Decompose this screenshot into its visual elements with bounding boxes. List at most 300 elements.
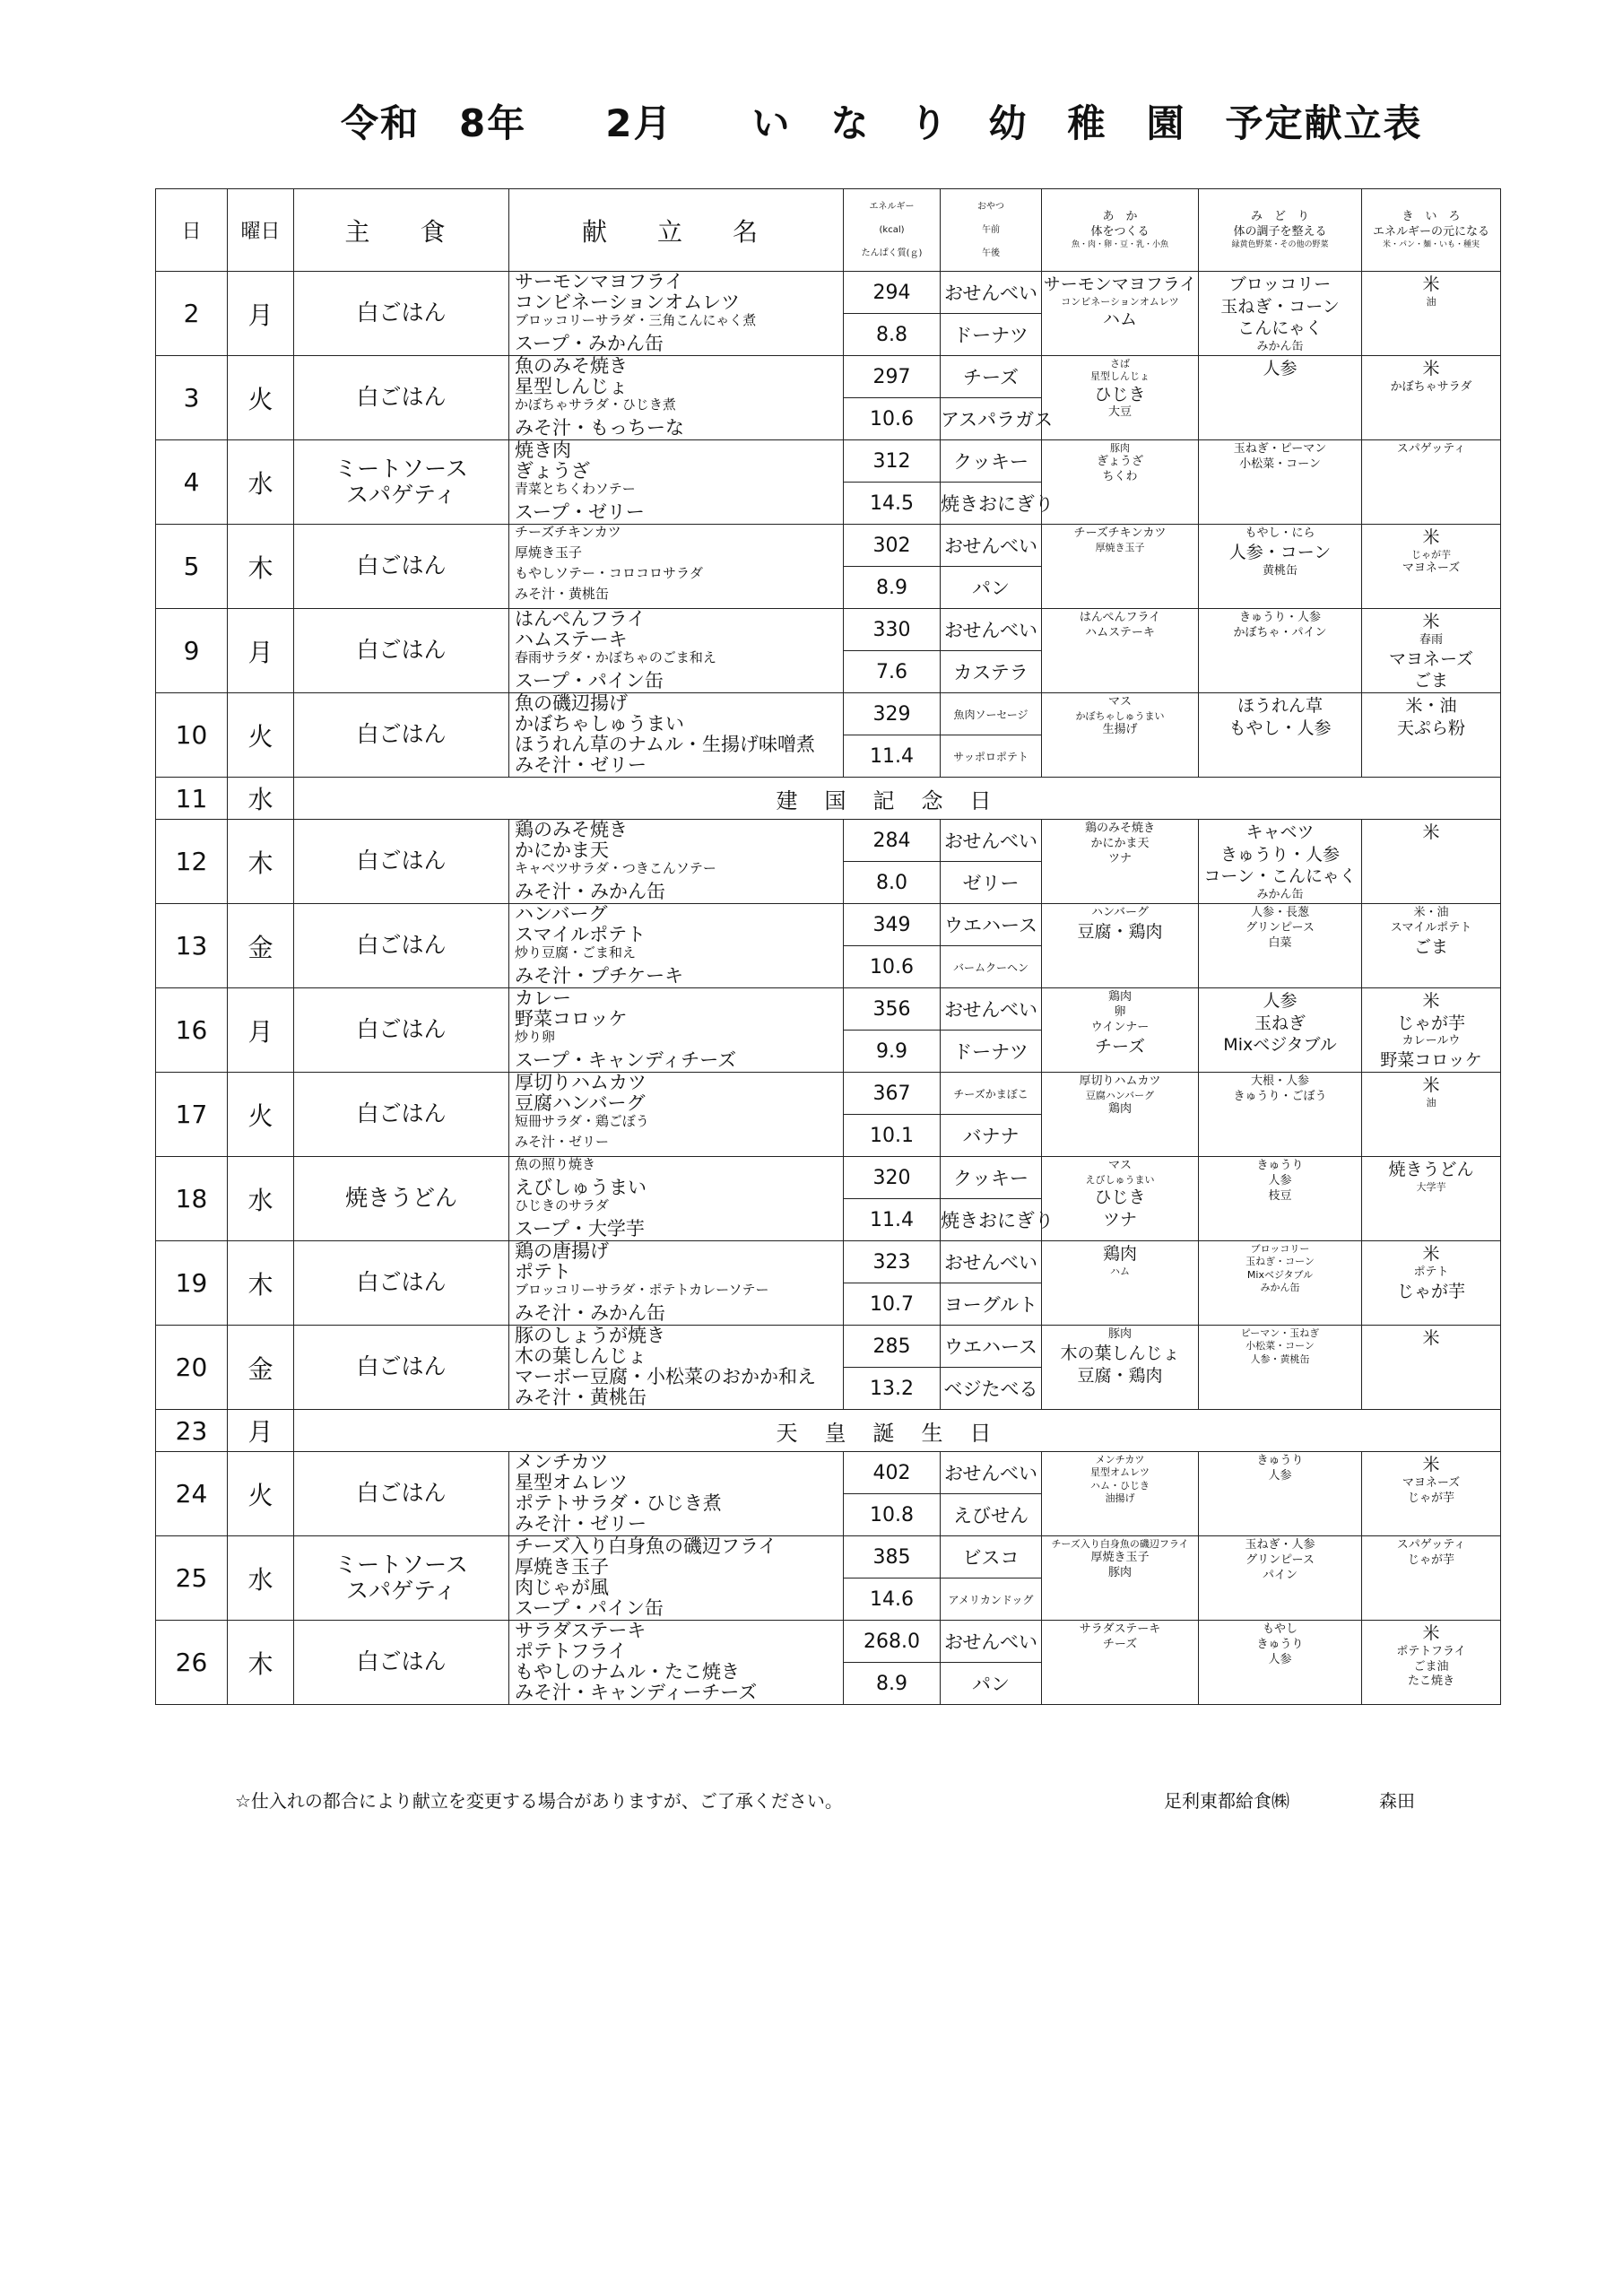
snack-am: ウエハース	[941, 904, 1042, 946]
dish-list	[509, 820, 844, 904]
red-item: 厚焼き玉子	[1095, 541, 1145, 553]
header-energy-line3: たんぱく質(ｇ)	[861, 248, 923, 258]
weekday: 木	[228, 1621, 294, 1705]
dish-item: ポテトサラダ・ひじき煮	[515, 1492, 722, 1514]
header-snack-line1: おやつ	[977, 202, 1004, 212]
header-snack-line2: 午前	[982, 225, 1000, 235]
red-item: ハムステーキ	[1085, 625, 1155, 639]
day-row	[156, 904, 1501, 946]
staple-food: 白ごはん	[294, 1241, 509, 1326]
weekday: 水	[228, 1536, 294, 1621]
header-yellow-line2: エネルギーの元になる	[1372, 224, 1489, 239]
dish-item: スマイルポテト	[515, 923, 647, 945]
dish-item: みそ汁・ゼリー	[515, 1512, 647, 1535]
red-item: 卵	[1114, 1004, 1126, 1019]
dish-item: キャベツサラダ・つきこんソテー	[515, 859, 716, 876]
green-item: 人参	[1268, 1468, 1292, 1483]
snack-am: おせんべい	[941, 1621, 1042, 1663]
red-item: ぎょうざ	[1096, 455, 1143, 469]
green-item: パイン	[1262, 1568, 1298, 1582]
red-item: 生揚げ	[1102, 723, 1138, 737]
dish-item: ひじきのサラダ	[515, 1196, 609, 1213]
protein-g: 10.6	[844, 398, 941, 440]
yellow-item: カレールウ	[1402, 1034, 1461, 1048]
protein-g: 10.1	[844, 1115, 941, 1157]
staple-food: 白ごはん	[294, 988, 509, 1073]
green-item: 玉ねぎ・コーン	[1245, 1256, 1315, 1268]
staple-food: 白ごはん	[294, 525, 509, 609]
protein-g: 8.9	[844, 1663, 941, 1705]
snack-pm: 焼きおにぎり	[941, 1199, 1042, 1241]
protein-g: 11.4	[844, 1199, 941, 1241]
green-item: もやし・にら	[1245, 526, 1315, 540]
green-group	[1199, 1157, 1362, 1241]
energy-kcal: 320	[844, 1157, 941, 1199]
dish-item: カレー	[515, 987, 571, 1009]
dish-item: はんぺんフライ	[515, 607, 646, 630]
header-staple: 主 食	[294, 189, 509, 272]
dish-item: 青菜とちくわソテー	[515, 480, 636, 497]
green-item: 小松菜・コーン	[1239, 457, 1321, 471]
dish-list	[509, 1073, 844, 1157]
yellow-group	[1362, 988, 1501, 1073]
green-group	[1199, 440, 1362, 525]
staple-food: 白ごはん	[294, 609, 509, 693]
dish-item: ブロッコリーサラダ・三角こんにゃく煮	[515, 311, 757, 328]
green-item: グリンピース	[1245, 1552, 1315, 1567]
energy-kcal: 323	[844, 1241, 941, 1283]
dish-item: 野菜コロッケ	[515, 1007, 628, 1030]
yellow-item: 天ぷら粉	[1396, 718, 1465, 738]
dish-item: ハムステーキ	[515, 628, 628, 650]
dish-list	[509, 1452, 844, 1536]
red-item: マス	[1107, 1159, 1132, 1172]
green-item: きゅうり・人参	[1219, 844, 1340, 865]
staple-food: 白ごはん	[294, 1621, 509, 1705]
dish-list	[509, 1536, 844, 1621]
day-row	[156, 820, 1501, 862]
green-item: きゅうり	[1256, 1637, 1304, 1651]
red-group	[1042, 356, 1199, 440]
protein-g: 11.4	[844, 735, 941, 778]
green-item: みかん缶	[1256, 340, 1304, 354]
red-item: ツナ	[1107, 851, 1132, 865]
red-item: コンビネーションオムレツ	[1061, 295, 1179, 308]
yellow-group	[1362, 904, 1501, 988]
header-yellow	[1362, 189, 1501, 272]
header-day: 日	[156, 189, 228, 272]
weekday: 金	[228, 904, 294, 988]
dish-item: スープ・パイン缶	[515, 1596, 664, 1619]
dish-list	[509, 440, 844, 525]
dish-list	[509, 1157, 844, 1241]
dish-item: 炒り豆腐・ごま和え	[515, 944, 637, 961]
dish-item: 厚切りハムカツ	[515, 1071, 647, 1093]
red-group	[1042, 609, 1199, 693]
header-energy	[844, 189, 941, 272]
weekday: 水	[228, 440, 294, 525]
green-group	[1199, 609, 1362, 693]
green-item: Mixベジタブル	[1246, 1268, 1314, 1281]
green-item: 玉ねぎ	[1254, 1013, 1306, 1033]
dish-list	[509, 904, 844, 988]
snack-pm: アメリカンドッグ	[941, 1578, 1042, 1621]
yellow-item: じゃが芋	[1411, 548, 1451, 561]
menu-table	[155, 188, 1501, 1705]
dish-item: みそ汁・キャンディーチーズ	[515, 1681, 758, 1703]
energy-kcal: 385	[844, 1536, 941, 1578]
yellow-item: 油	[1426, 295, 1436, 308]
red-item: ちくわ	[1102, 470, 1138, 484]
red-item: 豆腐ハンバーグ	[1085, 1089, 1155, 1101]
staple-food: 白ごはん	[294, 820, 509, 904]
snack-am: チーズ	[941, 356, 1042, 398]
yellow-item: ごま油	[1413, 1659, 1449, 1674]
red-group	[1042, 1621, 1199, 1705]
energy-kcal: 349	[844, 904, 941, 946]
protein-g: 10.7	[844, 1283, 941, 1326]
dish-item: 豆腐ハンバーグ	[515, 1091, 646, 1114]
yellow-group	[1362, 525, 1501, 609]
red-item: ハム	[1102, 309, 1137, 329]
yellow-item: スマイルポテト	[1390, 920, 1472, 935]
red-item: ひじき	[1094, 384, 1146, 404]
red-item: 油揚げ	[1105, 1492, 1135, 1504]
yellow-item: ポテト	[1413, 1265, 1449, 1279]
dish-item: 肉じゃが風	[515, 1576, 609, 1598]
yellow-item: たこ焼き	[1407, 1674, 1454, 1689]
header-red-line2: 体をつくる	[1090, 224, 1150, 239]
day-row	[156, 1326, 1501, 1368]
red-item: ひじき	[1094, 1187, 1146, 1208]
day-number: 3	[156, 356, 228, 440]
yellow-group	[1362, 1536, 1501, 1621]
snack-am: おせんべい	[941, 609, 1042, 651]
header-row	[156, 189, 1501, 272]
snack-am: おせんべい	[941, 988, 1042, 1031]
yellow-item: スパゲッティ	[1396, 1538, 1466, 1552]
green-item: Mixベジタブル	[1223, 1035, 1337, 1056]
header-menu: 献 立 名	[509, 189, 844, 272]
menu-body	[156, 272, 1501, 1705]
snack-pm: ゼリー	[941, 862, 1042, 904]
red-group	[1042, 1073, 1199, 1157]
yellow-group	[1362, 1157, 1501, 1241]
weekday: 月	[228, 609, 294, 693]
red-item: 厚切りハムカツ	[1079, 1074, 1161, 1088]
header-red	[1042, 189, 1199, 272]
dish-item: 豚のしょうが焼き	[515, 1324, 665, 1346]
snack-pm: サッポロポテト	[941, 735, 1042, 778]
green-item: きゅうり	[1256, 1159, 1304, 1172]
red-item: 豆腐・鶏肉	[1077, 921, 1163, 942]
snack-am: おせんべい	[941, 1241, 1042, 1283]
protein-g: 14.6	[844, 1578, 941, 1621]
green-item: 人参	[1268, 1173, 1292, 1187]
green-item: 白菜	[1268, 935, 1292, 950]
yellow-item: 米	[1422, 1244, 1440, 1264]
staple-food: 焼きうどん	[294, 1157, 509, 1241]
dish-item: 焼き肉	[515, 439, 571, 461]
red-item: サーモンマヨフライ	[1043, 274, 1197, 294]
page-title: 令和 8年 2月 い な り 幼 稚 園 予定献立表	[341, 101, 1423, 145]
yellow-group	[1362, 609, 1501, 693]
red-group	[1042, 904, 1199, 988]
header-weekday: 曜日	[228, 189, 294, 272]
yellow-item: 米	[1422, 359, 1440, 378]
energy-kcal: 302	[844, 525, 941, 567]
protein-g: 7.6	[844, 651, 941, 693]
yellow-group	[1362, 1452, 1501, 1536]
red-group	[1042, 525, 1199, 609]
day-number: 18	[156, 1157, 228, 1241]
red-item: かぼちゃしゅうまい	[1075, 709, 1165, 722]
dish-item: 星型しんじょ	[515, 375, 628, 397]
day-number: 24	[156, 1452, 228, 1536]
energy-kcal: 402	[844, 1452, 941, 1494]
energy-kcal: 329	[844, 693, 941, 735]
green-group	[1199, 1452, 1362, 1536]
red-item: 木の葉しんじょ	[1060, 1343, 1180, 1363]
green-group	[1199, 1326, 1362, 1410]
yellow-item: ごま	[1413, 936, 1448, 957]
dish-item: みそ汁・もっちーな	[515, 416, 684, 439]
snack-pm: えびせん	[941, 1494, 1042, 1536]
header-snack-line3: 午後	[982, 248, 1000, 258]
footer-name: 森田	[1379, 1790, 1415, 1812]
day-row	[156, 356, 1501, 398]
yellow-group	[1362, 272, 1501, 356]
green-item: みかん缶	[1260, 1281, 1300, 1293]
header-yellow-line3: 米・パン・麺・いも・種実	[1382, 239, 1480, 249]
green-item: ピーマン・玉ねぎ	[1240, 1327, 1320, 1339]
footer-company: 足利東都給食㈱	[1164, 1790, 1289, 1812]
snack-pm: アスパラガス	[941, 398, 1042, 440]
dish-item: みそ汁・みかん缶	[515, 1301, 665, 1324]
protein-g: 14.5	[844, 483, 941, 525]
red-item: チーズチキンカツ	[1073, 526, 1167, 540]
weekday: 月	[228, 1410, 294, 1452]
red-item: かにかま天	[1090, 836, 1150, 850]
header-red-line1: あ か	[1102, 209, 1138, 223]
yellow-item: ポテトフライ	[1396, 1644, 1466, 1658]
red-group	[1042, 693, 1199, 778]
dish-item: 魚のみそ焼き	[515, 354, 628, 377]
yellow-item: じゃが芋	[1396, 1013, 1465, 1033]
snack-pm: カステラ	[941, 651, 1042, 693]
dish-item: かぼちゃしゅうまい	[515, 712, 684, 735]
green-item: 玉ねぎ・コーン	[1220, 296, 1340, 317]
weekday: 月	[228, 272, 294, 356]
yellow-group	[1362, 1073, 1501, 1157]
staple-food: 白ごはん	[294, 1073, 509, 1157]
protein-g: 13.2	[844, 1368, 941, 1410]
day-number: 9	[156, 609, 228, 693]
green-item: こんにゃく	[1237, 318, 1323, 339]
day-number: 13	[156, 904, 228, 988]
dish-item: ハンバーグ	[515, 902, 608, 925]
dish-item: ポテトフライ	[515, 1639, 627, 1662]
snack-pm: パン	[941, 567, 1042, 609]
header-energy-line2: (kcal)	[879, 225, 905, 235]
staple-food: 白ごはん	[294, 356, 509, 440]
weekday: 木	[228, 820, 294, 904]
protein-g: 10.6	[844, 946, 941, 988]
yellow-item: 米	[1422, 1075, 1440, 1095]
day-row	[156, 1452, 1501, 1494]
green-item: きゅうり・人参	[1238, 611, 1321, 624]
dish-item: ほうれん草のナムル・生揚げ味噌煮	[515, 733, 815, 755]
header-green-line2: 体の調子を整える	[1233, 224, 1327, 239]
dish-item: 炒り卵	[515, 1028, 556, 1045]
snack-am: おせんべい	[941, 525, 1042, 567]
green-item: 玉ねぎ・人参	[1245, 1538, 1315, 1552]
green-group	[1199, 1621, 1362, 1705]
red-item: ハンバーグ	[1090, 906, 1150, 919]
header-red-line3: 魚・肉・卵・豆・乳・小魚	[1071, 239, 1168, 249]
dish-item: かぼちゃサラダ・ひじき煮	[515, 396, 676, 413]
day-row	[156, 1536, 1501, 1578]
yellow-item: ごま	[1413, 671, 1448, 691]
green-item: キャベツ	[1245, 822, 1315, 842]
holiday-label: 建国記念日	[294, 778, 1501, 820]
red-item: 鶏肉	[1107, 1102, 1132, 1117]
dish-item: みそ汁・ゼリー	[515, 1133, 610, 1150]
red-item: ハム	[1110, 1265, 1130, 1277]
header-green-line1: み ど り	[1250, 209, 1309, 223]
staple-food: 白ごはん	[294, 904, 509, 988]
snack-pm: ドーナツ	[941, 1031, 1042, 1073]
dish-item: 短冊サラダ・鶏ごぼう	[515, 1112, 649, 1129]
red-item: はんぺんフライ	[1079, 611, 1161, 624]
yellow-group	[1362, 693, 1501, 778]
dish-item: 厚焼き玉子	[515, 544, 583, 561]
yellow-item: じゃが芋	[1407, 1552, 1454, 1567]
staple-food: 白ごはん	[294, 272, 509, 356]
dish-item: みそ汁・プチケーキ	[515, 964, 684, 987]
green-item: 大根・人参	[1250, 1074, 1309, 1088]
yellow-group	[1362, 1326, 1501, 1410]
green-item: 人参・コーン	[1228, 542, 1332, 562]
energy-kcal: 356	[844, 988, 941, 1031]
day-row	[156, 609, 1501, 651]
energy-kcal: 330	[844, 609, 941, 651]
red-group	[1042, 440, 1199, 525]
green-group	[1199, 820, 1362, 904]
snack-pm: ベジたべる	[941, 1368, 1042, 1410]
dish-item: スープ・ゼリー	[515, 500, 645, 523]
day-row	[156, 1073, 1501, 1115]
yellow-item: 大学芋	[1416, 1180, 1446, 1193]
green-item: 人参	[1263, 991, 1298, 1011]
header-green	[1199, 189, 1362, 272]
yellow-group	[1362, 1241, 1501, 1326]
green-item: コーン・こんにゃく	[1203, 866, 1357, 887]
green-group	[1199, 1241, 1362, 1326]
header-energy-line1: エネルギー	[869, 202, 915, 212]
day-number: 26	[156, 1621, 228, 1705]
red-item: 鶏のみそ焼き	[1084, 822, 1155, 835]
snack-pm: 焼きおにぎり	[941, 483, 1042, 525]
energy-kcal: 285	[844, 1326, 941, 1368]
yellow-item: じゃが芋	[1396, 1281, 1465, 1301]
red-group	[1042, 272, 1199, 356]
green-item: きゅうり・ごぼう	[1233, 1089, 1327, 1103]
green-item: ほうれん草	[1237, 696, 1323, 716]
green-group	[1199, 1073, 1362, 1157]
red-group	[1042, 1452, 1199, 1536]
dish-item: コンビネーションオムレツ	[515, 291, 741, 313]
weekday: 木	[228, 1241, 294, 1326]
green-item: きゅうり	[1256, 1454, 1304, 1467]
dish-item: スープ・パイン缶	[515, 669, 664, 691]
green-item: 枝豆	[1268, 1188, 1292, 1203]
dish-item: もやしのナムル・たこ焼き	[515, 1660, 740, 1683]
red-item: サラダステーキ	[1079, 1622, 1161, 1636]
dish-item: 鶏のみそ焼き	[515, 818, 628, 840]
weekday: 月	[228, 988, 294, 1073]
dish-item: 星型オムレツ	[515, 1471, 628, 1493]
yellow-item: 米・油	[1405, 696, 1457, 716]
green-item: 黄桃缶	[1262, 563, 1298, 578]
day-number: 12	[156, 820, 228, 904]
snack-am: おせんべい	[941, 272, 1042, 314]
yellow-group	[1362, 356, 1501, 440]
dish-item: みそ汁・みかん缶	[515, 880, 665, 902]
dish-item: スープ・キャンディチーズ	[515, 1048, 737, 1071]
day-number: 2	[156, 272, 228, 356]
dish-item: 魚の照り焼き	[515, 1155, 596, 1172]
yellow-item: 油	[1426, 1096, 1436, 1109]
energy-kcal: 294	[844, 272, 941, 314]
day-number: 23	[156, 1410, 228, 1452]
header-snack	[941, 189, 1042, 272]
dish-list	[509, 1621, 844, 1705]
dish-item: 春雨サラダ・かぼちゃのごま和え	[515, 648, 716, 665]
protein-g: 10.8	[844, 1494, 941, 1536]
staple-food: ミートソース スパゲティ	[294, 1536, 509, 1621]
dish-item: チーズチキンカツ	[515, 523, 621, 540]
red-item: さば	[1110, 358, 1130, 370]
dish-item: もやしソテー・コロコロサラダ	[515, 564, 703, 581]
green-item: もやし	[1262, 1622, 1298, 1636]
day-row	[156, 525, 1501, 567]
red-group	[1042, 1157, 1199, 1241]
green-item: ブロッコリー	[1228, 274, 1332, 294]
green-item: ブロッコリー	[1250, 1243, 1310, 1255]
yellow-group	[1362, 1621, 1501, 1705]
energy-kcal: 312	[844, 440, 941, 483]
green-group	[1199, 1536, 1362, 1621]
red-group	[1042, 1326, 1199, 1410]
day-row	[156, 272, 1501, 314]
green-group	[1199, 904, 1362, 988]
yellow-item: 米	[1422, 1455, 1440, 1474]
red-item: ツナ	[1102, 1209, 1137, 1230]
yellow-group	[1362, 440, 1501, 525]
dish-item: えびしゅうまい	[515, 1176, 647, 1198]
header-yellow-line1: き い ろ	[1402, 209, 1461, 223]
day-number: 16	[156, 988, 228, 1073]
header-green-line3: 緑黄色野菜・その他の野菜	[1231, 239, 1329, 249]
day-row	[156, 988, 1501, 1031]
green-item: グリンピース	[1245, 920, 1315, 935]
snack-am: ウエハース	[941, 1326, 1042, 1368]
green-group	[1199, 988, 1362, 1073]
weekday: 火	[228, 1073, 294, 1157]
dish-item: ブロッコリーサラダ・ポテトカレーソテー	[515, 1281, 769, 1298]
day-row	[156, 693, 1501, 735]
